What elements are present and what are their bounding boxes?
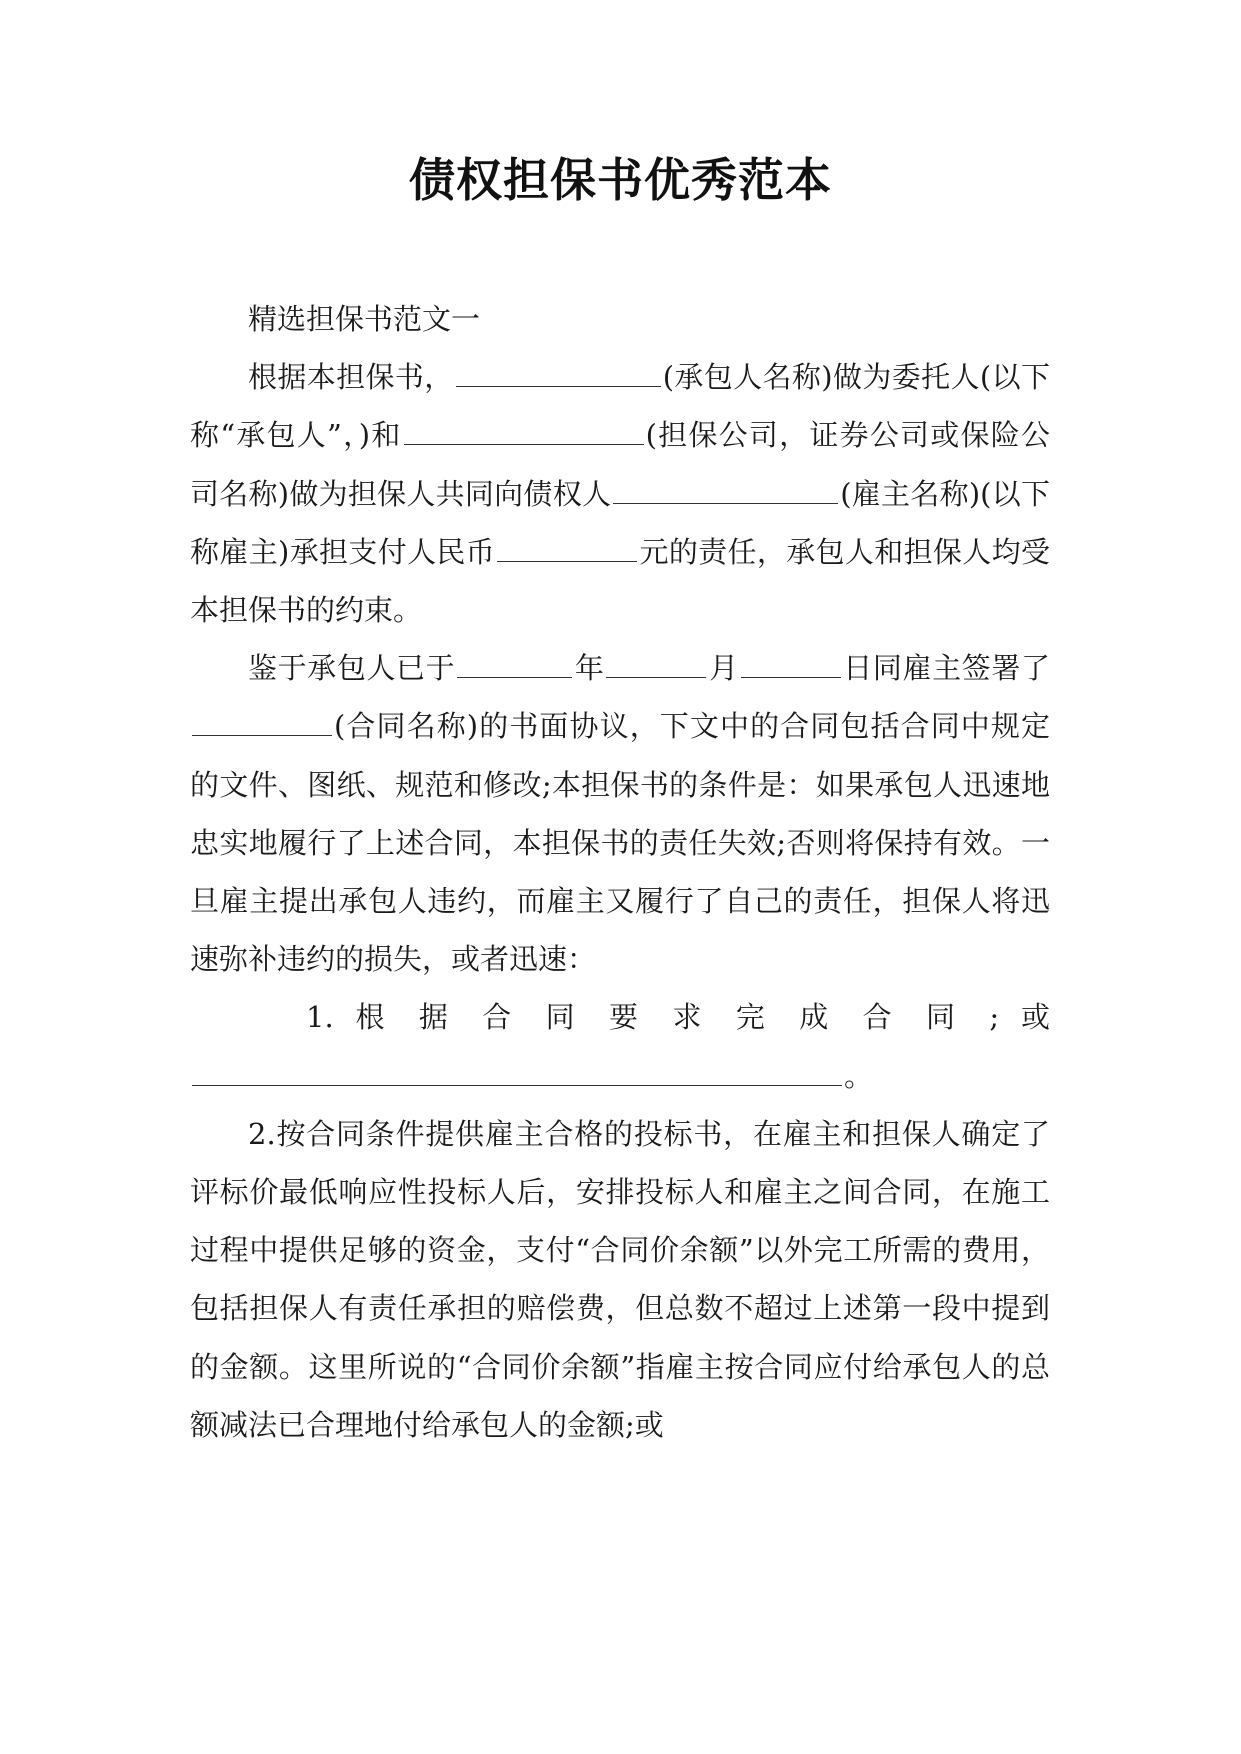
paragraph-guarantee-parties [190, 348, 1050, 639]
paragraph-text: 日同雇主签署了 [842, 651, 1050, 686]
section-heading: 精选担保书范文一 [248, 302, 481, 336]
guarantor-name-blank[interactable] [404, 414, 644, 445]
document-body [190, 290, 1050, 1454]
employer-name-blank[interactable] [613, 472, 838, 503]
paragraph-text: 元的责任，承包人和担保人均受本担保书的约束。 [190, 534, 1050, 628]
contractor-name-blank[interactable] [456, 356, 661, 387]
contract-name-blank[interactable] [192, 705, 332, 736]
paragraph-text: (担保公司，证券公司或保险公司名称)做为担保人共同向债权人 [190, 418, 1050, 511]
paragraph-text: (承包人名称)做为委托人(以下称“承包人”，)和 [190, 360, 1050, 453]
amount-blank[interactable] [497, 530, 637, 561]
day-blank[interactable] [741, 647, 841, 678]
list-item-1-continuation [190, 1047, 1050, 1105]
document-title: 债权担保书优秀范本 [409, 153, 832, 207]
paragraph-text: (合同名称)的书面协议，下文中的合同包括合同中规定的文件、图纸、规范和修改;本担保书的条件是：如果承包人迅速地忠实地履行了上述合同，本担保书的责任失效;否则将保持有效。一旦雇主提出承包人违约，而雇主又履行了自己的责任，担保人将迅速弥补违约的损失，或者迅速： [190, 709, 1050, 977]
list-item-2: 2.按合同条件提供雇主合格的投标书，在雇主和担保人确定了评标价最低响应性投标人后，安排投标人和雇主之间合同，在施工过程中提供足够的资金，支付“合同价余额”以外完工所需的费用，包括担保人有责任承担的赔偿费，但总数不超过上述第一段中提到的金额。这里所说的“合同价余额”指雇主按合同应付给承包人的总额减法已合理地付给承包人的金额;或 [190, 1116, 1050, 1442]
paragraph-text: (雇主名称)(以下称雇主)承担支付人民币 [190, 476, 1050, 569]
paragraph-text: 根据本担保书， [248, 360, 454, 395]
paragraph-text: 鉴于承包人已于 [248, 651, 456, 686]
paragraph-conditions [190, 639, 1050, 988]
year-blank[interactable] [457, 647, 572, 678]
paragraph-text: 月 [708, 651, 739, 686]
paragraph-text: 年 [574, 651, 605, 686]
list-item-1: 1. 根 据 合 同 要 求 完 成 合 同 ; 或 [306, 1000, 1050, 1035]
month-blank[interactable] [606, 647, 706, 678]
long-blank[interactable] [192, 1054, 842, 1085]
list-item-1-end: 。 [844, 1058, 874, 1093]
